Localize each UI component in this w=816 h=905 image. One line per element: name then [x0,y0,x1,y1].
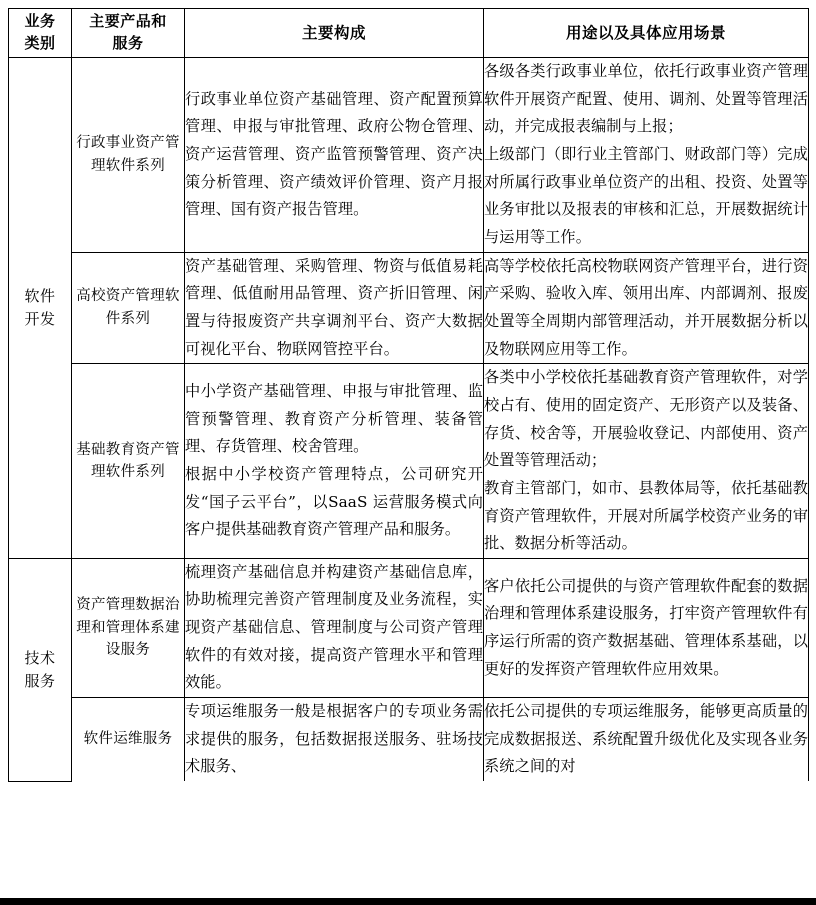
usage-paragraph: 依托公司提供的专项运维服务，能够更高质量的完成数据报送、系统配置升级优化及实现各业务系统之间的对 [484,702,808,776]
usage-cell [484,58,809,253]
usage-paragraph: 高等学校依托高校物联网资产管理平台，进行资产采购、验收入库、领用出库、内部调剂、报废处置等全周期内部管理活动，并开展数据分析以及物联网应用等工作。 [484,256,808,358]
category-label-line2: 开发 [24,309,56,328]
header-usage-scenarios: 用途以及具体应用场景 [484,9,809,58]
usage-cell [484,364,809,559]
product-cell: 高校资产管理软件系列 [72,252,185,364]
header-main-products-services [72,9,185,58]
header-business-category-line1: 业务 [24,12,56,31]
composition-cell [185,698,484,781]
usage-paragraph: 各类中小学校依托基础教育资产管理软件，对学校占有、使用的固定资产、无形资产以及装备、存货、校舍等，开展验收登记、内部使用、资产处置等管理活动； [484,368,808,470]
category-cell-technical-service [9,558,72,781]
category-label-line1: 软件 [24,287,56,306]
usage-paragraph: 上级部门（即行业主管部门、财政部门等）完成对所属行政事业单位资产的出租、投资、处置等业务审批以及报表的审核和汇总，开展数据统计与运用等工作。 [484,144,808,246]
page-bottom-edge [0,898,816,905]
composition-cell [185,364,484,559]
usage-cell [484,252,809,364]
usage-paragraph: 教育主管部门，如市、县教体局等，依托基础教育资产管理软件，开展对所属学校资产业务的审批、数据分析等活动。 [484,478,808,553]
composition-paragraph: 中小学资产基础管理、申报与审批管理、监管预警管理、教育资产分析管理、装备管理、存货管理、校舍管理。 [185,382,483,456]
composition-cell [185,58,484,253]
header-main-products-line1: 主要产品和 [89,12,167,31]
table-header-row [9,9,809,58]
business-overview-table [8,8,809,782]
category-label-line1: 技术 [24,649,56,668]
composition-paragraph: 梳理资产基础信息并构建资产基础信息库，协助梳理完善资产管理制度及业务流程，实现资产基础信息、管理制度与公司资产管理软件的有效对接，提高资产管理水平和管理效能。 [185,562,483,692]
composition-paragraph: 专项运维服务一般是根据客户的专项业务需求提供的服务，包括数据报送服务、驻场技术服务、 [185,702,483,776]
table-row [9,698,809,781]
composition-cell [185,558,484,697]
table-row [9,252,809,364]
category-label-line2: 服务 [24,671,56,690]
product-cell: 行政事业资产管理软件系列 [72,58,185,253]
category-cell-software-development [9,58,72,559]
table-row [9,58,809,253]
composition-paragraph: 根据中小学校资产管理特点，公司研究开发“国子云平台”，以SaaS 运营服务模式向客户提供基础教育资产管理产品和服务。 [185,465,483,539]
table-row [9,558,809,697]
table-body [9,58,809,782]
usage-paragraph: 各级各类行政事业单位，依托行政事业资产管理软件开展资产配置、使用、调剂、处置等管理活动，并完成报表编制与上报； [484,62,808,136]
table-row [9,364,809,559]
product-cell: 资产管理数据治理和管理体系建设服务 [72,558,185,697]
header-business-category [9,9,72,58]
composition-paragraph: 行政事业单位资产基础管理、资产配置预算管理、申报与审批管理、政府公物仓管理、资产运营管理、资产监管预警管理、资产决策分析管理、资产绩效评价管理、资产月报管理、国有资产报告管理。 [185,89,483,219]
header-main-products-line2: 服务 [112,34,144,52]
product-cell: 软件运维服务 [72,698,185,781]
product-cell: 基础教育资产管理软件系列 [72,364,185,559]
header-business-category-line2: 类别 [24,34,56,52]
usage-cell [484,698,809,781]
table-header [9,9,809,58]
usage-paragraph: 客户依托公司提供的与资产管理软件配套的数据治理和管理体系建设服务，打牢资产管理软件有序运行所需的资产数据基础、管理体系基础，以更好的发挥资产管理软件应用效果。 [484,576,808,678]
composition-paragraph: 资产基础管理、采购管理、物资与低值易耗管理、低值耐用品管理、资产折旧管理、闲置与待报废资产共享调剂平台、资产大数据可视化平台、物联网管控平台。 [185,256,483,358]
usage-cell [484,558,809,697]
composition-cell [185,252,484,364]
business-overview-table-wrapper [8,8,808,782]
header-main-composition: 主要构成 [185,9,484,58]
